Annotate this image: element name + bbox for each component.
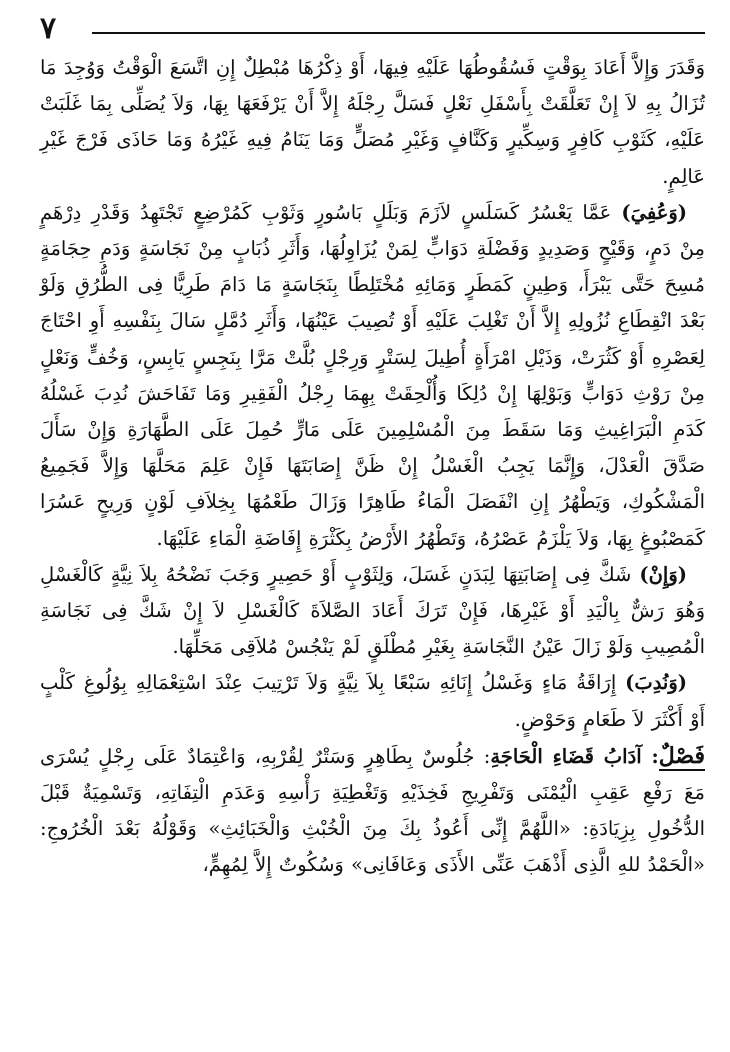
header-rule <box>92 32 705 34</box>
paragraph-lead: (وَإِنْ) <box>639 562 687 586</box>
paragraph-lead: (وَعُفِيَ) <box>621 200 687 224</box>
page-header <box>40 10 705 50</box>
paragraph-text: عَمَّا يَعْسُرُ كَسَلَسٍ لاَزَمَ وَبَلَلٍ بَاسُورٍ وَثَوْبِ كَمُرْضِعٍ تَجْتَهِدُ وَقَدْرِ دِرْهَمٍ مِنْ دَمٍ، وَقَيْحٍ وَصَدِيدٍ وَفَضْلَةِ دَوَابٍّ لِمَنْ يُزَاوِلُهَا، وَأَثَرِ ذُبَابٍ مِنْ نَجَاسَةٍ وَدَمِ حِجَامَةٍ مُسِحَ حَتَّى يَبْرَأَ، وَطِينٍ كَمَطَرٍ وَمَائِهِ مُخْتَلِطًا بِنَجَاسَةٍ مَا دَامَ طَرِيًّا فِى الطُّرُقِ وَلَوْ بَعْدَ انْقِطَاعِ نُزُولِهِ إِلاَّ أَنْ تَغْلِبَ عَلَيْهِ أَوْ تُصِيبَ عَيْنُهَا، وَأَثَرِ دُمَّلٍ سَالَ بِنَفْسِهِ أَوِ احْتَاجَ لِعَصْرِهِ أَوْ كَثُرَتْ، وَذَيْلِ امْرَأَةٍ أُطِيلَ لِسَتْرٍ وَرِجْلٍ بُلَّتْ مَرَّا بِنَجِسٍ يَابِسٍ، وَخُفٍّ وَنَعْلٍ مِنْ رَوْثِ دَوَابٍّ وَبَوْلِهَا إِنْ دُلِكَا وَأُلْحِقَتْ بِهِمَا رِجْلُ الْفَقِيرِ وَمَا تَفَاحَشَ نُدِبَ غَسْلُهُ كَدَمِ الْبَرَاغِيثِ وَمَا سَقَطَ مِنَ الْمُسْلِمِينَ عَلَى مَارٍّ حُمِلَ عَلَى الطَّهَارَةِ وَإِنْ سَأَلَ صَدَّقَ الْعَدْلَ، وَإِنَّمَا يَجِبُ الْغَسْلُ إِنْ ظَنَّ إِصَابَتَهَا فَإِنْ عَلِمَ مَحَلَّهَا وَإِلاَّ فَجَمِيعُ الْمَشْكُوكِ، وَيَطْهُرُ إِنِ انْفَصَلَ الْمَاءُ طَاهِرًا وَزَالَ طَعْمُهَا بِخِلاَفِ لَوْنٍ وَرِيحٍ عَسُرَا كَمَصْبُوغٍ بِهَا، وَلاَ يَلْزَمُ عَصْرُهُ، وَتَطْهُرُ الأَرْضُ بِكَثْرَةِ إِفَاضَةِ الْمَاءِ عَلَيْهَا. <box>40 200 705 550</box>
paragraph-2 <box>40 195 705 557</box>
paragraph-text: وَقَدَرَ وَإِلاَّ أَعَادَ بِوَقْتٍ فَسُقُوطُهَا عَلَيْهِ فِيهَا، أَوْ ذِكْرُهَا مُبْطِلٌ إِنِ اتَّسَعَ الْوَقْتُ وَوُجِدَ مَا تُزَالُ بِهِ لاَ إِنْ تَعَلَّقَتْ بِأَسْفَلِ نَعْلٍ فَسَلَّ رِجْلَهُ إِلاَّ أَنْ يَرْفَعَهَا بِهَا، وَلاَ يُصَلِّى بِمَا غَلَبَتْ عَلَيْهِ، كَثَوْبِ كَافِرٍ وَسِكِّيرٍ وَكَنَّافٍ وَغَيْرِ مُصَلٍّ وَمَا يَنَامُ فِيهِ غَيْرُهُ وَمَا حَاذَى فَرْجَ غَيْرِ عَالِمٍ. <box>40 56 705 188</box>
paragraph-lead: (وَنُدِبَ) <box>625 671 687 695</box>
paragraph-text: إِرَاقَةُ مَاءٍ وَغَسْلُ إِنَائِهِ سَبْعًا بِلاَ نِيَّةٍ وَلاَ تَرْتِيبَ عِنْدَ اسْتِعْمَالِهِ بِوُلُوغِ كَلْبٍ أَوْ أَكْثَرَ لاَ طَعَامٍ وَحَوْضٍ. <box>40 671 705 731</box>
body-text <box>40 50 705 884</box>
paragraph-1 <box>40 50 705 195</box>
fasl-label: فَصْلٌ <box>658 742 705 769</box>
page-number: ٧ <box>40 11 57 46</box>
section-fasl <box>40 738 705 884</box>
paragraph-3 <box>40 557 705 666</box>
paragraph-text: : جُلُوسٌ بِطَاهِرٍ وَسَتْرٌ لِقُرْبِهِ، وَاعْتِمَادٌ عَلَى رِجْلٍ يُسْرَى مَعَ رَفْعِ عَقِبِ الْيُمْنَى وَتَفْرِيجِ فَخِذَيْهِ وَتَغْطِيَةِ رَأْسِهِ وَعَدَمِ الْتِفَاتِهِ، وَتَسْمِيَةٌ قَبْلَ الدُّخُولِ بِزِيَادَةِ: «اللَّهُمَّ إِنِّى أَعُوذُ بِكَ مِنَ الْخُبْثِ وَالْخَبَائِثِ» وَقَوْلُهُ بَعْدَ الْخُرُوجِ: «الْحَمْدُ للهِ الَّذِى أَذْهَبَ عَنِّى الأَذَى وَعَافَانِى» وَسُكُوتٌ إِلاَّ لِمُهِمٍّ، <box>40 744 705 877</box>
paragraph-text: شَكَّ فِى إِصَابَتِهَا لِبَدَنٍ غَسَلَ، وَلِثَوْبٍ أَوْ حَصِيرٍ وَجَبَ نَضْحُهُ بِلاَ نِيَّةٍ كَالْغَسْلِ وَهُوَ رَشٌّ بِالْيَدِ أَوْ غَيْرِهَا، فَإِنْ تَرَكَ أَعَادَ الصَّلاَةَ كَالْغَسْلِ لاَ إِنْ شَكَّ فِى نَجَاسَةِ الْمُصِيبِ وَلَوْ زَالَ عَيْنُ النَّجَاسَةِ بِغَيْرِ مُطْلَقٍ لَمْ يَنْجُسْ مُلاَقِى مَحَلِّهَا. <box>40 562 705 659</box>
section-title: : آدَابُ قَضَاءِ الْحَاجَةِ <box>490 744 659 768</box>
paragraph-4 <box>40 665 705 737</box>
